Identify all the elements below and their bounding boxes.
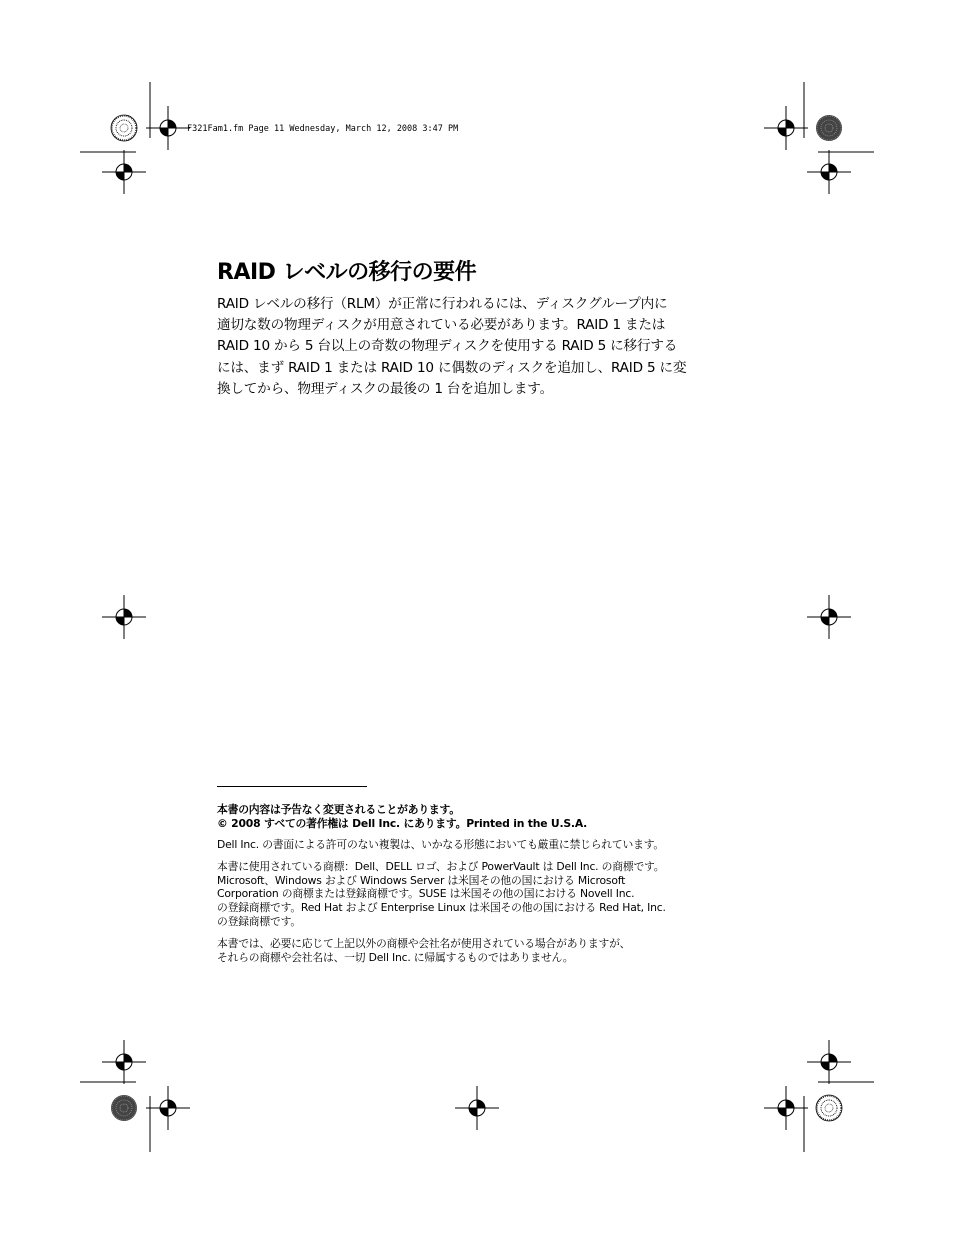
registration-target bbox=[764, 1086, 808, 1130]
body-line: RAID レベルの移行（RLM）が正常に行われるには、ディスクグループ内に bbox=[217, 296, 668, 312]
registration-target bbox=[146, 1086, 190, 1130]
starburst-mark bbox=[111, 115, 137, 141]
starburst-mark bbox=[816, 1095, 842, 1121]
registration-target bbox=[807, 150, 851, 194]
registration-target bbox=[455, 1086, 499, 1130]
notice-line: 本書の内容は予告なく変更されることがあります。 bbox=[217, 803, 460, 816]
registration-target bbox=[102, 1040, 146, 1084]
body-line: には、まず RAID 1 または RAID 10 に偶数のディスクを追加し、RAID 5 に変 bbox=[217, 359, 687, 376]
main-content bbox=[217, 258, 742, 400]
section-title: RAID レベルの移行の要件 bbox=[217, 260, 477, 285]
disclaimer-notice: 本書では、必要に応じて上記以外の商標や会社名が使用されている場合がありますが、 それらの商標や会社名は、一切 Dell Inc. に帰属するものではありません。 bbox=[217, 936, 631, 964]
registration-target bbox=[102, 595, 146, 639]
copyright-footer bbox=[217, 786, 742, 964]
registration-target bbox=[146, 106, 190, 150]
trademark-notice: 本書に使用されている商標：Dell、DELL ロゴ、および PowerVault は Dell Inc. の商標です。 Microsoft、Windows および Windows Server は米国その他の国における Microsoft Corporation の商標または登録商標です。SUSE は米国その他の国における Novell Inc. の登録商標です。Red Hat および Enterprise Linux は米国その他の国における Red Hat, Inc. の登録商標です。 bbox=[217, 859, 666, 928]
body-paragraph bbox=[217, 294, 742, 400]
reproduction-notice: Dell Inc. の書面による許可のない複製は、いかなる形態においても厳重に禁じられています。 bbox=[217, 838, 665, 851]
body-line: 適切な数の物理ディスクが用意されている必要があります。RAID 1 または bbox=[217, 317, 666, 334]
starburst-mark bbox=[111, 1095, 137, 1121]
body-line: 換してから、物理ディスクの最後の 1 台を追加します。 bbox=[217, 380, 553, 397]
registration-target bbox=[807, 595, 851, 639]
footer-divider bbox=[217, 786, 367, 787]
copyright-line: © 2008 すべての著作権は Dell Inc. にあります。Printed in the U.S.A. bbox=[217, 816, 588, 830]
registration-target bbox=[807, 1040, 851, 1084]
body-line: RAID 10 から 5 台以上の奇数の物理ディスクを使用する RAID 5 に移行する bbox=[217, 338, 678, 355]
print-slug: F321Fam1.fm Page 11 Wednesday, March 12, 2008 3:47 PM bbox=[187, 124, 459, 134]
starburst-mark bbox=[816, 115, 842, 141]
registration-target bbox=[764, 106, 808, 150]
registration-target bbox=[102, 150, 146, 194]
